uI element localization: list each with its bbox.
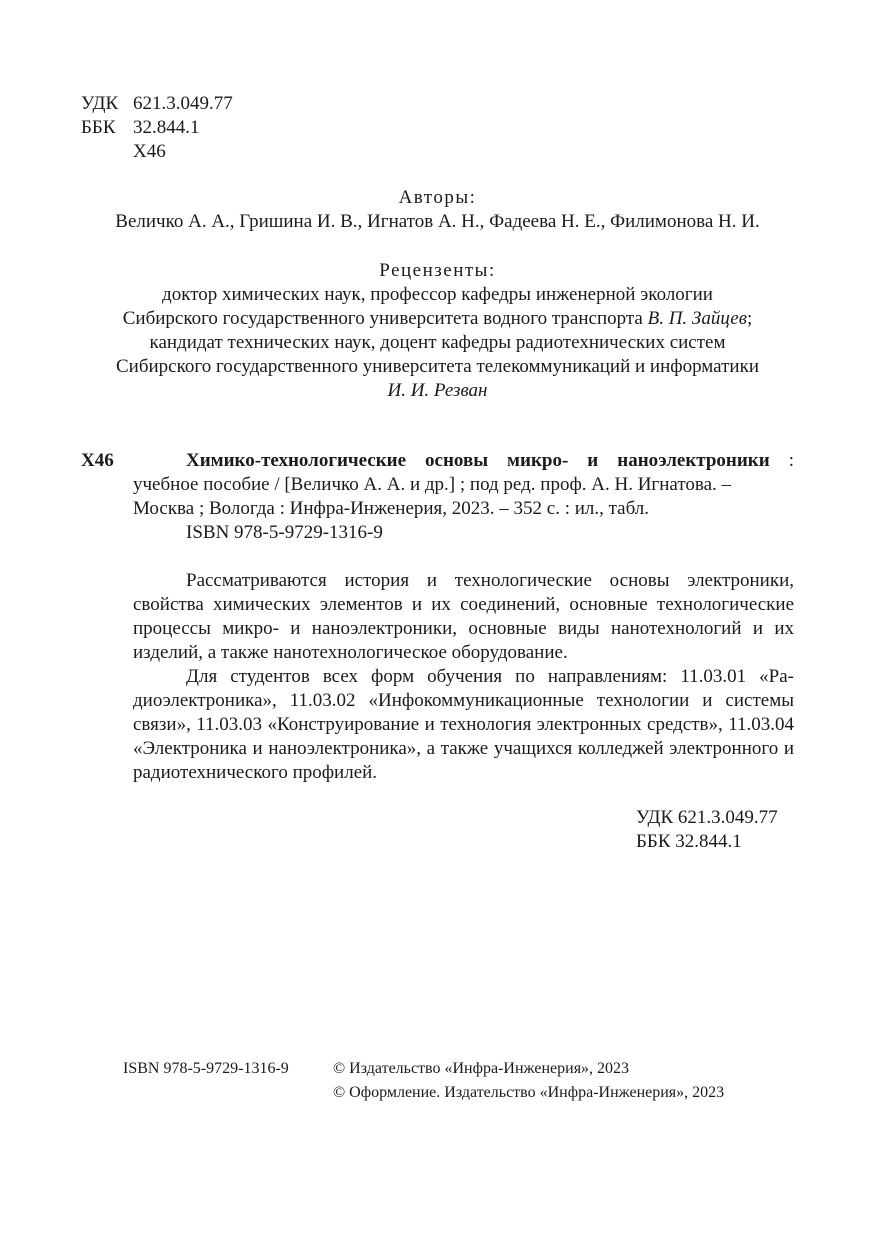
entry-mark: Х46	[81, 450, 114, 471]
abstract-paragraph-1: Рассматриваются история и технологические основы электроники, свойства химических элементов и их соединений, основные технологические процессы микро- и наноэлектроники, основные виды нанотехнологий и их изделий, а также нанотехнологическое оборудование.	[133, 570, 794, 663]
entry-line-3: Москва ; Вологда : Инфра-Инженерия, 2023. – 352 с. : ил., табл.	[133, 498, 650, 519]
entry-line-2: учебное пособие / [Величко А. А. и др.] ; под ред. проф. А. Н. Игнатова. –	[133, 474, 732, 495]
copyright-line-2: © Оформление. Издательство «Инфра-Инженерия», 2023	[333, 1084, 725, 1101]
copyright-footer	[123, 1057, 724, 1105]
abstract	[133, 569, 794, 785]
udk-row	[81, 92, 233, 116]
bbk-row	[81, 116, 233, 140]
entry-title-line	[133, 449, 794, 473]
reviewer-line-5	[0, 379, 875, 403]
author-mark: Х46	[133, 141, 166, 162]
reviewer-name-2: И. И. Резван	[387, 380, 488, 401]
entry-body	[133, 449, 794, 545]
authors-names: Величко А. А., Гришина И. В., Игнатов А. Н., Фадеева Н. Е., Филимонова Н. И.	[115, 211, 760, 232]
copyright-line-1: © Издательство «Инфра-Инженерия», 2023	[333, 1060, 630, 1077]
copyright-block	[333, 1057, 724, 1105]
bbk-value: 32.844.1	[133, 117, 200, 138]
reviewer-line-3: кандидат технических наук, доцент кафедры радиотехнических систем	[149, 332, 726, 353]
bbk-bottom: ББК 32.844.1	[636, 831, 742, 852]
classification-codes	[81, 92, 233, 164]
udk-bottom: УДК 621.3.049.77	[636, 807, 778, 828]
bbk-label: ББК	[81, 117, 116, 138]
authors-heading: Авторы:	[398, 187, 477, 208]
reviewer-line-4: Сибирского государственного университета телекоммуникаций и информатики	[116, 356, 759, 377]
entry-isbn: ISBN 978-5-9729-1316-9	[186, 522, 383, 543]
title-suffix: :	[769, 450, 794, 471]
classification-codes-bottom	[636, 806, 778, 854]
reviewer-line-2-text: Сибирского государственного университета водного транспорта	[122, 308, 648, 329]
reviewer-line-1: доктор химических наук, профессор кафедры инженерной экологии	[162, 284, 713, 305]
abstract-paragraph-2: Для студентов всех форм обучения по направлениям: 11.03.01 «Радиоэлектроника», 11.03.02 «Инфокоммуникационные технологии и системы связи», 11.03.03 «Конструирование и технология электронных средств», 11.03.04 «Электроника и наноэлектроника», а также учащихся колледжей электронного и радиотехнического профилей.	[133, 666, 794, 783]
book-title: Химико-технологические основы микро- и наноэлектроники	[186, 450, 770, 471]
udk-value: 621.3.049.77	[133, 93, 233, 114]
footer-isbn: ISBN 978-5-9729-1316-9	[123, 1060, 289, 1077]
reviewers-heading: Рецензенты:	[379, 260, 496, 281]
reviewers-list	[0, 283, 875, 403]
reviewer-line-2-end: ;	[746, 308, 753, 329]
udk-label: УДК	[81, 93, 119, 114]
reviewer-name-1: В. П. Зайцев	[647, 308, 747, 329]
reviewer-line-2	[0, 307, 875, 331]
